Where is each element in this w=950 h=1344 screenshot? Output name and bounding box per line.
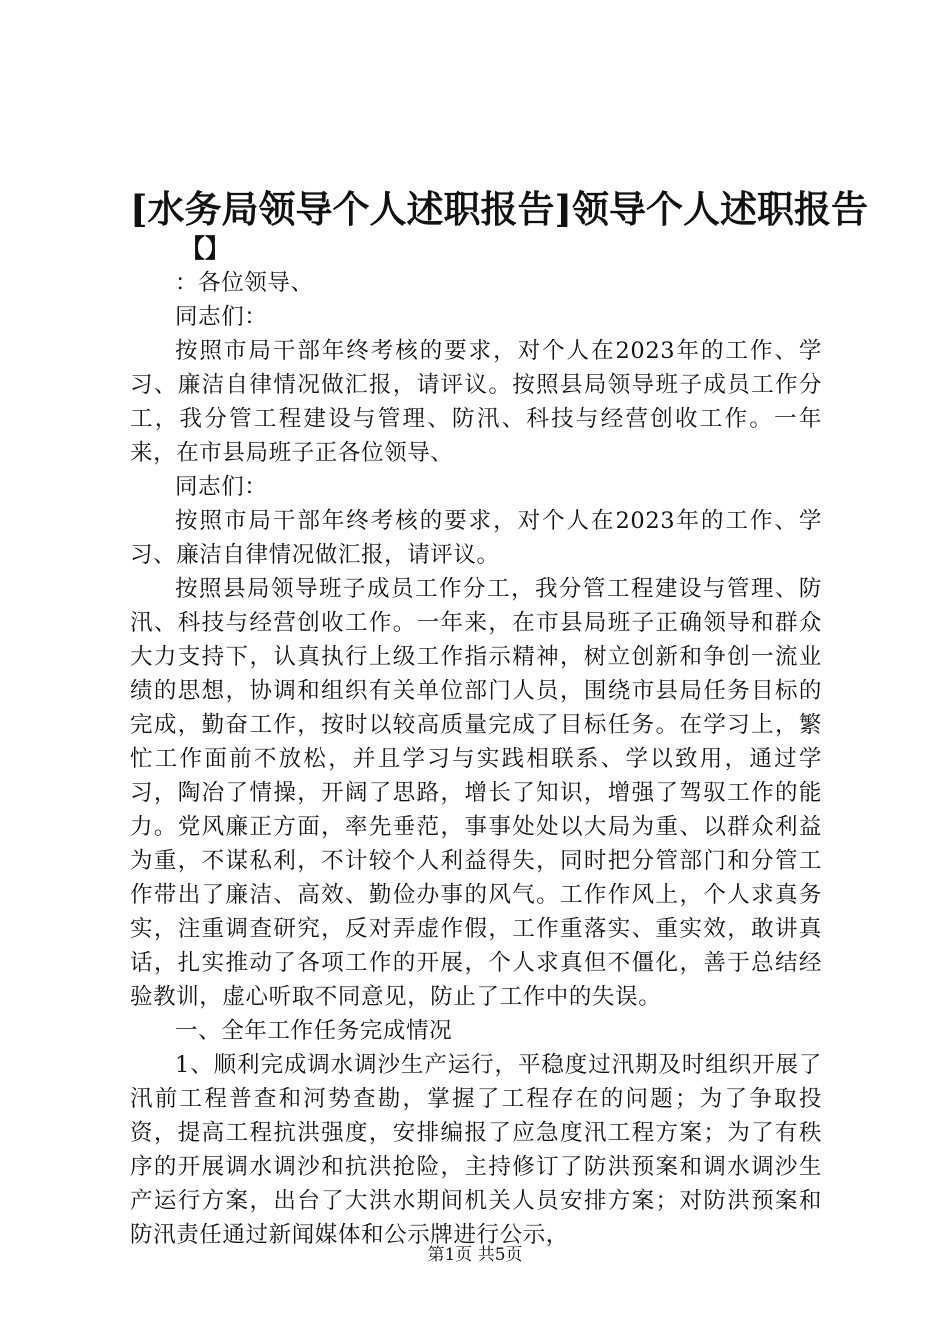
salutation-line: 同志们： bbox=[175, 304, 268, 330]
body-paragraph: 按照县局领导班子成员工作分工，我分管工程建设与管理、防汛、科技与经营创收工作。一年来，在市县局班子正确领导和群众大力支持下，认真执行上级工作指示精神，树立创新和争创一流业绩的思想，协调和组织有关单位部门人员，围绕市县局任务目标的完成，勤奋工作，按时以较高质量完成了目标任务。在学习上，繁忙工作面前不放松，并且学习与实践相联系、学以致用，通过学习，陶冶了情操，开阔了思路，增长了知识，增强了驾驭工作的能力。党风廉正方面，率先垂范，事事处处以大局为重、以群众利益为重，不谋私利，不计较个人利益得失，同时把分管部门和分管工作带出了廉洁、高效、勤俭办事的风气。工作作风上，个人求真务实，注重调查研究，反对弄虚作假，工作重落实、重实效，敢讲真话，扎实推动了各项工作的开展，个人求真但不僵化，善于总结经验教训，虚心听取不同意见，防止了工作中的失误。 bbox=[130, 576, 822, 1010]
page-footer: 第1页 共5页 bbox=[427, 1245, 523, 1265]
document-subtitle: 【】 bbox=[180, 234, 231, 263]
salutation-line: 同志们： bbox=[175, 474, 268, 500]
body-paragraph: 按照市局干部年终考核的要求，对个人在2023年的工作、学习、廉洁自律情况做汇报，请评议。按照县局领导班子成员工作分工，我分管工程建设与管理、防汛、科技与经营创收工作。一年来，在市县局班子正各位领导、 bbox=[130, 338, 822, 466]
body-paragraph: 1、顺利完成调水调沙生产运行，平稳度过汛期及时组织开展了汛前工程普查和河势查勘，掌握了工程存在的问题；为了争取投资，提高工程抗洪强度，安排编报了应急度汛工程方案；为了有秩序的开展调水调沙和抗洪抢险，主持修订了防洪预案和调水调沙生产运行方案，出台了大洪水期间机关人员安排方案；对防洪预案和防汛责任通过新闻媒体和公示牌进行公示， bbox=[130, 1052, 822, 1248]
document-title: [水务局领导个人述职报告]领导个人述职报告 bbox=[130, 187, 869, 231]
document-body bbox=[130, 266, 822, 1252]
salutation-line: ：各位领导、 bbox=[175, 270, 314, 296]
body-paragraph: 按照市局干部年终考核的要求，对个人在2023年的工作、学习、廉洁自律情况做汇报，请评议。 bbox=[130, 508, 822, 568]
section-heading: 一、全年工作任务完成情况 bbox=[175, 1018, 453, 1044]
